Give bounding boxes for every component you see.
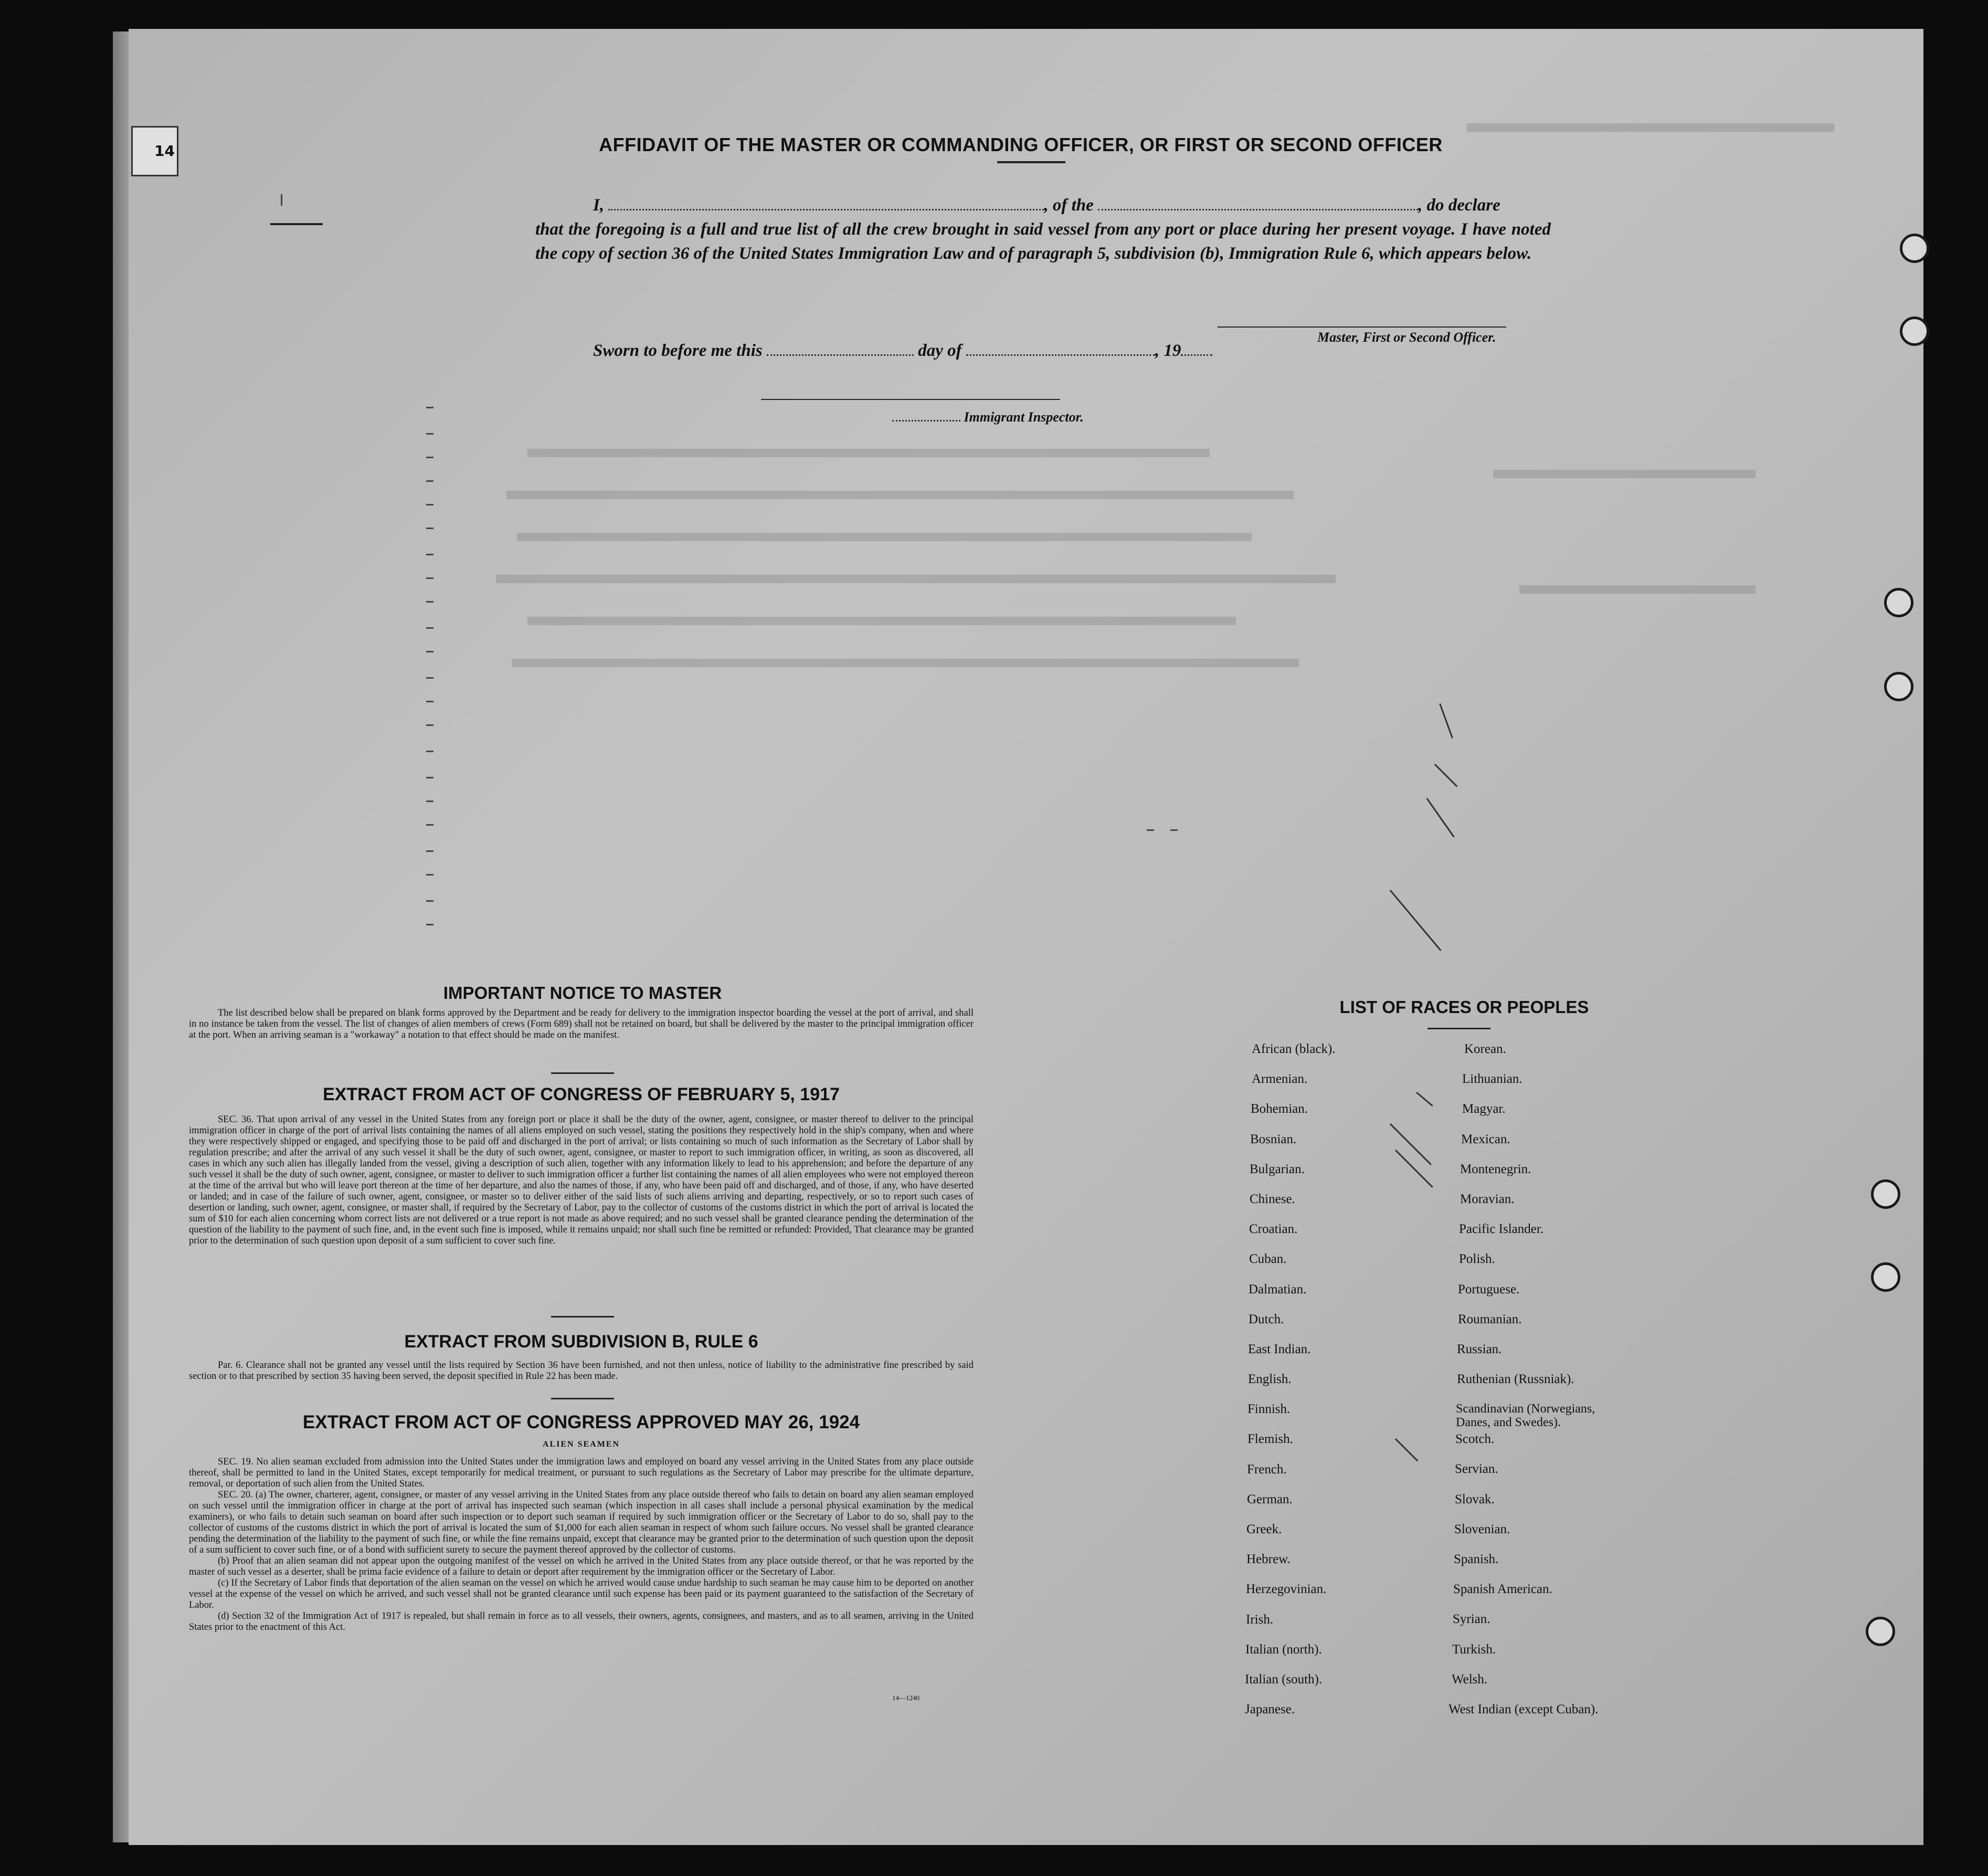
race-item: Greek. [1246, 1522, 1282, 1536]
extract-rule6-text: Par. 6. Clearance shall not be granted any vessel until the lists required by Section 36 have been furnished, and not then unless, notice of liability to the administrative fine prescribed by said section or to that prescribed by section 35 having been served, the deposit specified in Rule 22 has been made. [189, 1360, 974, 1382]
title-rule [997, 161, 1065, 163]
race-item: Japanese. [1245, 1702, 1295, 1717]
race-item: Roumanian. [1458, 1312, 1522, 1326]
notice-title: IMPORTANT NOTICE TO MASTER [443, 983, 722, 1003]
print-code: 14—1240 [892, 1694, 919, 1702]
race-item: Hebrew. [1246, 1552, 1291, 1567]
race-item: Russian. [1457, 1342, 1502, 1356]
race-item: Slovak. [1455, 1492, 1495, 1506]
race-item: Ruthenian (Russniak). [1457, 1372, 1574, 1387]
race-item: Turkish. [1452, 1642, 1496, 1657]
binder-hole [1871, 1262, 1900, 1292]
race-item: Cuban. [1249, 1252, 1287, 1267]
inspector-signature-label: Immigrant Inspector. [892, 409, 1084, 425]
race-item: Scotch. [1455, 1432, 1495, 1447]
race-item: Croatian. [1249, 1222, 1298, 1237]
races-left-column [1244, 1042, 1433, 1732]
sworn-line: Sworn to before me this day of , 19 [593, 341, 1212, 361]
affidavit-body: that the foregoing is a full and true list of all the crew brought in said vessel from any port or place during her present voyage. I have noted the copy of section 36 of the United States Immigration Law and of paragraph 5, subdivision (b), Immigration Rule 6, which appears below. [535, 220, 1551, 263]
affidavit-of-the: , of the [1044, 196, 1094, 215]
race-item: Finnish. [1247, 1402, 1291, 1417]
race-item: Spanish. [1454, 1552, 1499, 1566]
extract-1917-text: SEC. 36. That upon arrival of any vessel in the United States from any foreign port or place it shall be the duty of the owner, agent, consignee, or master thereof to deliver to the principal immigration officer in charge of the port of arrival lists containing the names of all aliens employed on such vessel, stating the positions they respectively hold in the ship's company, when and where they were respectively shipped or engaged, and specifying those to be paid off and discharged in the port of arrival; or lists containing so much of such information as the Secretary of Labor shall by regulation prescribe; and after the arrival of any such vessel it shall be the duty of such owner, agent, consignee, or master to report to such immigration officer, in writing, as soon as discovered, all cases in which any such alien has illegally landed from the vessel, giving a description of such alien, together with any information likely to lead to his apprehension; and before the departure of any such vessel it shall be the duty of such owner, agent, consignee, or master to deliver to such immigration officer a further list containing the names of all alien employees who were not employed thereon at the time of the arrival but who will leave port thereon at the time of her departure, and also the names of those, if any, who have been paid off and discharged, and of those, if any, who have deserted or landed; and in case of the failure of such owner, agent, consignee, or master so to deliver either of the said lists of such aliens arriving and departing, respectively, or so to report such cases of desertion or landing, such owner, agent, consignee, or master shall, if required by the Secretary of Labor, pay to the collector of customs of the customs district in which the port of arrival is located the sum of $10 for each alien concerning whom correct lists are not delivered or a true report is not made as above required; and no such vessel shall be granted clearance pending the determination of the question of the liability to the payment of such fine, and, in the event such fine is imposed, while it remains unpaid; nor shall such fine be remitted or refunded: Provided, That clearance may be granted prior to the determination of such question upon deposit of a sum sufficient to cover such fine. [189, 1114, 974, 1246]
affidavit-title: AFFIDAVIT OF THE MASTER OR COMMANDING OFFICER, OR FIRST OR SECOND OFFICER [599, 134, 1443, 155]
race-item: Italian (south). [1245, 1672, 1323, 1687]
race-item: Pacific Islander. [1459, 1222, 1544, 1237]
race-item: Scandinavian (Norwegians, Danes, and Swedes). [1456, 1402, 1595, 1430]
binder-hole [1866, 1617, 1895, 1646]
race-item: Dutch. [1249, 1312, 1284, 1326]
notice-text: The list described below shall be prepared on blank forms approved by the Department and be ready for delivery to the immigration inspector boarding the vessel at the port of arrival, and shall in no instance be taken from the vessel. The list of changes of alien members of crews (Form 689) shall not be retained on board, but shall be delivered by the master to the principal immigration officer at the port. When an arriving seaman is a "workaway" a notation to that effect should be made on the manifest. [189, 1008, 974, 1040]
race-item: East Indian. [1248, 1342, 1311, 1356]
race-item: West Indian (except Cuban). [1448, 1702, 1599, 1716]
races-right-column [1448, 1042, 1669, 1732]
race-item: Korean. [1464, 1042, 1506, 1056]
affidavit-i: I, [593, 196, 605, 215]
race-item: Herzegovinian. [1246, 1582, 1327, 1597]
race-item: Lithuanian. [1462, 1072, 1522, 1087]
page-number-stamp: 14 [131, 126, 178, 176]
binder-hole [1871, 1179, 1900, 1209]
master-signature-label: Master, First or Second Officer. [1317, 330, 1496, 345]
race-item: Bohemian. [1251, 1102, 1308, 1116]
race-item: German. [1247, 1492, 1293, 1506]
race-item: Chinese. [1250, 1192, 1295, 1206]
race-item: Flemish. [1247, 1432, 1293, 1447]
master-signature-line [1218, 326, 1506, 328]
extract-rule6-title: EXTRACT FROM SUBDIVISION B, RULE 6 [404, 1332, 758, 1352]
inspector-signature-line [761, 399, 1060, 400]
race-item: Polish. [1459, 1252, 1495, 1267]
race-item: Syrian. [1453, 1612, 1490, 1627]
race-item: Bosnian. [1250, 1132, 1297, 1146]
notice-rule [551, 1072, 614, 1074]
race-item: Magyar. [1462, 1102, 1506, 1116]
race-item: Slovenian. [1454, 1522, 1510, 1536]
races-rule [1427, 1028, 1490, 1029]
extract-1917-rule [551, 1316, 614, 1318]
race-item: Irish. [1246, 1612, 1274, 1627]
race-item: Welsh. [1452, 1672, 1488, 1687]
race-item: Montenegrin. [1460, 1162, 1531, 1176]
race-item: African (black). [1252, 1042, 1336, 1056]
extract-rule6-rule [551, 1398, 614, 1399]
binder-hole [1884, 588, 1913, 617]
race-item: Moravian. [1460, 1192, 1515, 1206]
race-item: Portuguese. [1458, 1282, 1520, 1297]
race-item: Bulgarian. [1250, 1162, 1305, 1176]
race-item: Mexican. [1461, 1132, 1510, 1146]
race-item: Servian. [1455, 1462, 1498, 1477]
affidavit-text [535, 193, 1551, 266]
extract-1917-title: EXTRACT FROM ACT OF CONGRESS OF FEBRUARY 5, 1917 [323, 1084, 840, 1104]
extract-1924-subtitle: ALIEN SEAMEN [542, 1440, 620, 1449]
race-item: Italian (north). [1245, 1642, 1322, 1657]
extract-1924-text: SEC. 19. No alien seaman excluded from admission into the United States under the immigration laws and employed on board any vessel arriving in the United States from any place outside thereof, shall be permitted to land in the United States, except temporarily for medical treatment, or pursuant to such regulations as the Secretary of Labor may prescribe for the ultimate departure, removal, or deportation of such alien from the United States. SEC. 20. (a) The owner, charterer, agent, consignee, or master of any vessel arriving in the United States from any place outside thereof who fails to detain on board any alien seaman employed on such vessel until the immigration officer in charge at the port of arrival has inspected such seaman (which inspection in all cases shall include a personal physical examination by the medical examiners), or who fails to detain such seaman on board after such inspection or to deport such seaman if required by such immigration officer or the Secretary of Labor to do so, shall pay to the collector of customs of the customs district in which the port of arrival is located the sum of $1,000 for each alien seaman in respect of whom such failure occurs. No vessel shall be granted clearance pending the determination of the liability to the payment of such fine, or while the fine remains unpaid, except that clearance may be granted prior to the determination of such question upon the deposit of a sum sufficient to cover such fine, or of a bond with sufficient surety to secure the payment thereof approved by the collector of customs. (b) Proof that an alien seaman did not appear upon the outgoing manifest of the vessel on which he arrived in the United States from any place outside thereof, or that he was reported by the master of such vessel as a deserter, shall be prima facie evidence of a failure to detain or deport after requirement by the immigration officer or the Secretary of Labor. (c) If the Secretary of Labor finds that deportation of the alien seaman on the vessel on which he arrived would cause undue hardship to such seaman he may cause him to be deported on another vessel at the expense of the vessel on which he arrived, and such vessel shall not be granted clearance until such expense has been paid or its payment guaranteed to the satisfaction of the Secretary of Labor. (d) Section 32 of the Immigration Act of 1917 is repealed, but shall remain in force as to all vessels, their owners, agents, consignees, and masters, and as to all seamen, arriving in the United States prior to the enactment of this Act. [189, 1457, 974, 1632]
race-item: English. [1248, 1372, 1292, 1387]
extract-1924-title: EXTRACT FROM ACT OF CONGRESS APPROVED MAY 26, 1924 [302, 1412, 860, 1432]
binder-hole [1900, 234, 1929, 263]
race-item: French. [1247, 1462, 1287, 1477]
races-title: LIST OF RACES OR PEOPLES [1339, 997, 1589, 1017]
binder-hole [1884, 672, 1913, 701]
affidavit-declare: , do declare [1418, 196, 1500, 215]
race-item: Armenian. [1252, 1072, 1308, 1087]
binder-hole [1900, 317, 1929, 346]
race-item: Dalmatian. [1249, 1282, 1307, 1297]
race-item: Spanish American. [1453, 1582, 1552, 1597]
